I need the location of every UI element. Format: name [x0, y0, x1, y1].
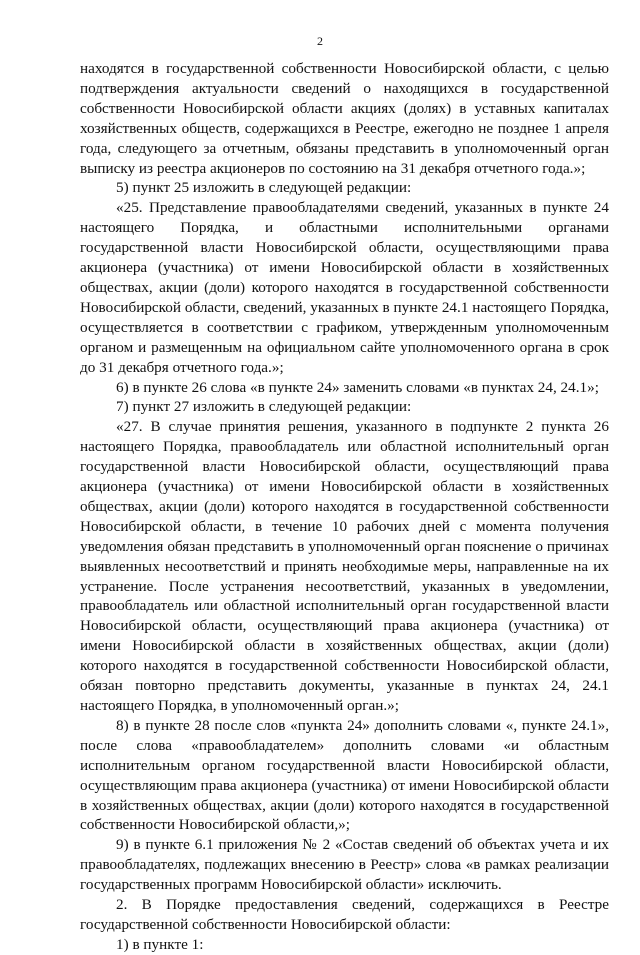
paragraph-subitem-1: 1) в пункте 1: — [116, 935, 204, 953]
paragraph-item-6: 6) в пункте 26 слова «в пункте 24» заменить словами «в пунктах 24, 24.1»; — [116, 378, 599, 396]
paragraph-section-2: 2. В Порядке предоставления сведений, содержащихся в Реестре государственной собственности Новосибирской области: — [80, 896, 609, 933]
paragraph-item-5: 5) пункт 25 изложить в следующей редакции: — [116, 179, 412, 197]
page-number: 2 — [317, 34, 323, 48]
paragraph-clause-25: «25. Представление правообладателями сведений, указанных в пункте 24 настоящего Порядка, и областными исполнительными органами государственной власти Новосибирской области, осуществляющими права акционера (участника) от имени Новосибирской области в хозяйственных обществах, акции (доли) которого находятся в государственной собственности Новосибирской области, сведений, указанных в пункте 24.1 настоящего Порядка, осуществляется в соответствии с графиком, утвержденным уполномоченным органом и размещенным на официальном сайте уполномоченного органа в срок до 31 декабря отчетного года.»; — [80, 199, 609, 376]
document-text — [80, 59, 609, 955]
paragraph-item-8: 8) в пункте 28 после слов «пункта 24» дополнить словами «, пункте 24.1», после слова «правообладателем» дополнить словами «и областным исполнительным органом государственной власти Новосибирской области, осуществляющим права акционера (участника) от имени Новосибирской области в хозяйственных обществах, акции (доли) которого находятся в государственной собственности Новосибирской области,»; — [80, 716, 609, 834]
paragraph-item-9: 9) в пункте 6.1 приложения № 2 «Состав сведений об объектах учета и их правообладателях, подлежащих внесению в Реестр» слова «в рамках реализации государственных программ Новосибирской области» исключить. — [80, 836, 609, 894]
paragraph-clause-27: «27. В случае принятия решения, указанного в подпункте 2 пункта 26 настоящего Порядка, правообладатель или областной исполнительный орган государственной власти Новосибирской области, осуществляющий права акционера (участника) от имени Новосибирской области в хозяйственных обществах, акции (доли) которого находятся в государственной собственности Новосибирской области, в течение 10 рабочих дней с момента получения уведомления обязан представить в уполномоченный орган пояснение о причинах выявленных несоответствий и принять необходимые меры, направленные на их устранение. После устранения несоответствий, указанных в уведомлении, правообладатель или областной исполнительный орган государственной власти Новосибирской области, осуществляющий права акционера (участника) от имени Новосибирской области в хозяйственных обществах, акции (доли) которого находятся в государственной собственности Новосибирской области, обязан повторно представить документы, указанные в пунктах 24, 24.1 настоящего Порядка, в уполномоченный орган.»; — [80, 418, 609, 714]
paragraph-item-7: 7) пункт 27 изложить в следующей редакции: — [116, 398, 412, 416]
paragraph-continuation: находятся в государственной собственности Новосибирской области, с целью подтверждения актуальности сведений о находящихся в государственной собственности Новосибирской области акциях (долях) в уставных капиталах хозяйственных обществ, содержащихся в Реестре, ежегодно не позднее 1 апреля года, следующего за отчетным, обязаны представить в уполномоченный орган выписку из реестра акционеров по состоянию на 31 декабря отчетного года.»; — [80, 60, 609, 177]
